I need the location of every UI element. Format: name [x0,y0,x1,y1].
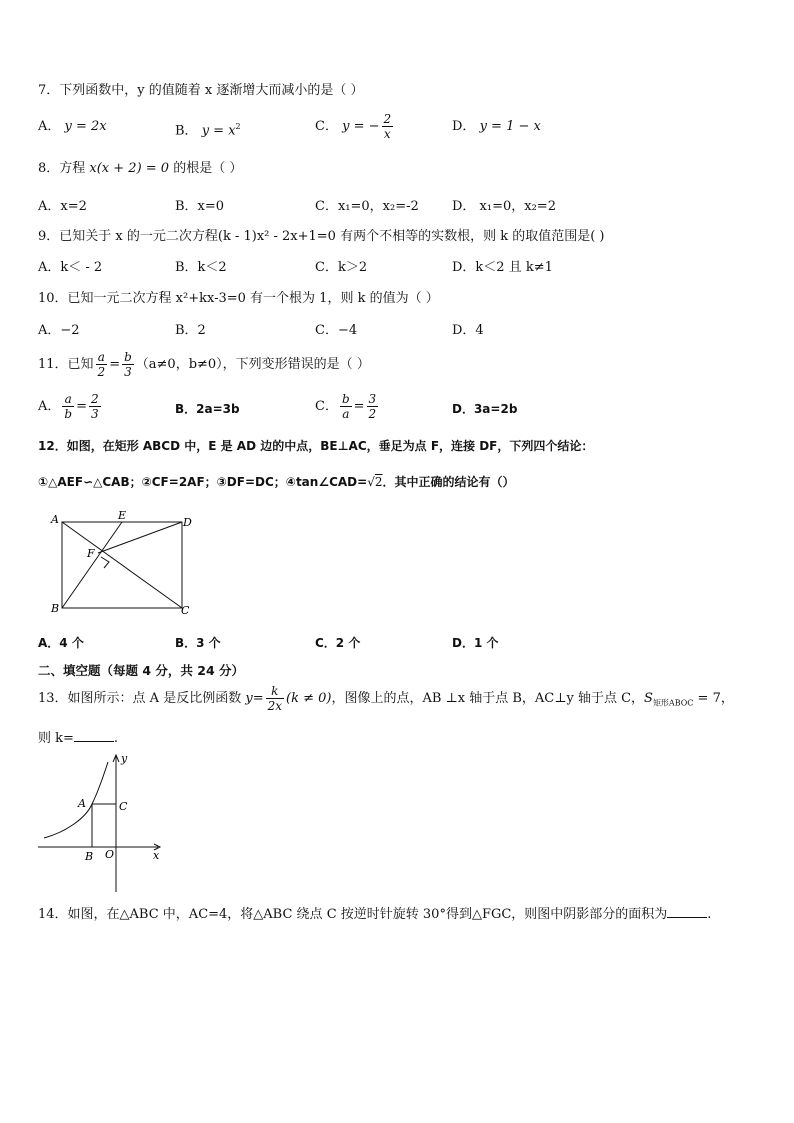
label-a: A [51,513,59,526]
q7-option-a: A． y = 2x [38,119,107,134]
right-angle-mark [101,557,109,568]
q12-conclusions: ①△AEF∽△CAB；②CF=2AF；③DF=DC；④tan∠CAD=√2．其中正确的结论有（） [38,475,515,489]
q12-option-c: C．2 个 [315,636,361,650]
q9-option-a: A．k＜ - 2 [38,260,103,275]
q11-option-d: D．3a=2b [452,402,518,416]
label-c: C [119,800,128,813]
label-y: y [121,752,128,765]
q7-option-d: D． y = 1 − x [452,119,541,134]
label-b: B [51,602,60,615]
q14-answer-blank [667,905,707,918]
label-a: A [78,797,86,810]
q8-option-b: B．x=0 [175,199,225,214]
q11-option-a: A． $\frac{a}{b}$ = $\frac{2}{3}$ [38,392,99,421]
label-d: D [183,516,192,529]
label-e: E [118,510,127,522]
q8-option-c: C．x₁=0，x₂=-2 [315,199,419,214]
q11-stem: 11．已知 $\frac{a}{2}$ = $\frac{b}{3}$ （a≠0，b≠0），下列变形错误的是（ ） [38,350,370,379]
q7-option-c: C． y = − $\frac{2}{x}$ [315,112,392,141]
segment-ac [62,522,182,608]
q11-frac-a2: $\frac{a}{2}$ [97,350,106,379]
q8-option-a: A．x=2 [38,199,87,214]
q10-stem: 10．已知一元二次方程 x²+kx-3=0 有一个根为 1，则 k 的值为（ ） [38,291,439,306]
rect-aboc [92,804,116,847]
figure-q12-rectangle [48,510,198,620]
q9-option-c: C．k＞2 [315,260,368,275]
q8-option-d: D． x₁=0，x₂=2 [452,199,556,214]
q9-option-d: D．k＜2 且 k≠1 [452,260,553,275]
q11-option-b: B．2a=3b [175,402,240,416]
label-o: O [105,848,115,861]
label-b: B [85,850,94,863]
q12-option-d: D．1 个 [452,636,499,650]
q10-option-a: A．−2 [38,323,80,338]
q9-stem: 9．已知关于 x 的一元二次方程(k - 1)x² - 2x+1=0 有两个不相等的实数根，则 k 的取值范围是( ) [38,229,605,244]
q7-option-b: B． $y = x^2$ [175,122,241,139]
q13-answer-blank [74,729,114,742]
q8-stem: 8．方程 x(x + 2) = 0 的根是（ ） [38,161,243,176]
hyperbola-branch [44,762,108,838]
label-x: x [153,849,160,862]
q7-stem: 7．下列函数中，y 的值随着 x 逐渐增大而减小的是（ ） [38,83,364,98]
q9-option-b: B．k＜2 [175,260,227,275]
q11-frac-b3: $\frac{b}{3}$ [124,350,132,379]
q13-stem: 13．如图所示：点 A 是反比例函数 y= $\frac{k}{2x}$ (k ≠ 0)，图像上的点，AB ⊥x 轴于点 B，AC⊥y 轴于点 C，$S_{矩形ABOC} = 7$， [38,684,734,713]
q12-option-a: A．4 个 [38,636,84,650]
q12-stem: 12．如图，在矩形 ABCD 中，E 是 AD 边的中点，BE⊥AC，垂足为点 F，连接 DF，下列四个结论： [38,439,594,453]
section-fill-blank-title: 二、填空题（每题 4 分，共 24 分） [38,663,245,678]
label-f: F [87,547,95,560]
q14-stem: 14．如图，在△ABC 中，AC=4，将△ABC 绕点 C 按逆时针旋转 30°得到△FGC，则图中阴影部分的面积为 . [38,907,712,922]
segment-be [62,522,122,608]
q11-option-c: C． $\frac{b}{a}$ = $\frac{3}{2}$ [315,392,377,421]
q10-option-c: C．−4 [315,323,358,338]
q12-option-b: B．3 个 [175,636,221,650]
q13-line2: 则 k= . [38,731,119,746]
label-c: C [181,604,190,617]
q10-option-d: D．4 [452,323,484,338]
figure-q13-hyperbola [36,752,166,894]
q10-option-b: B．2 [175,323,206,338]
